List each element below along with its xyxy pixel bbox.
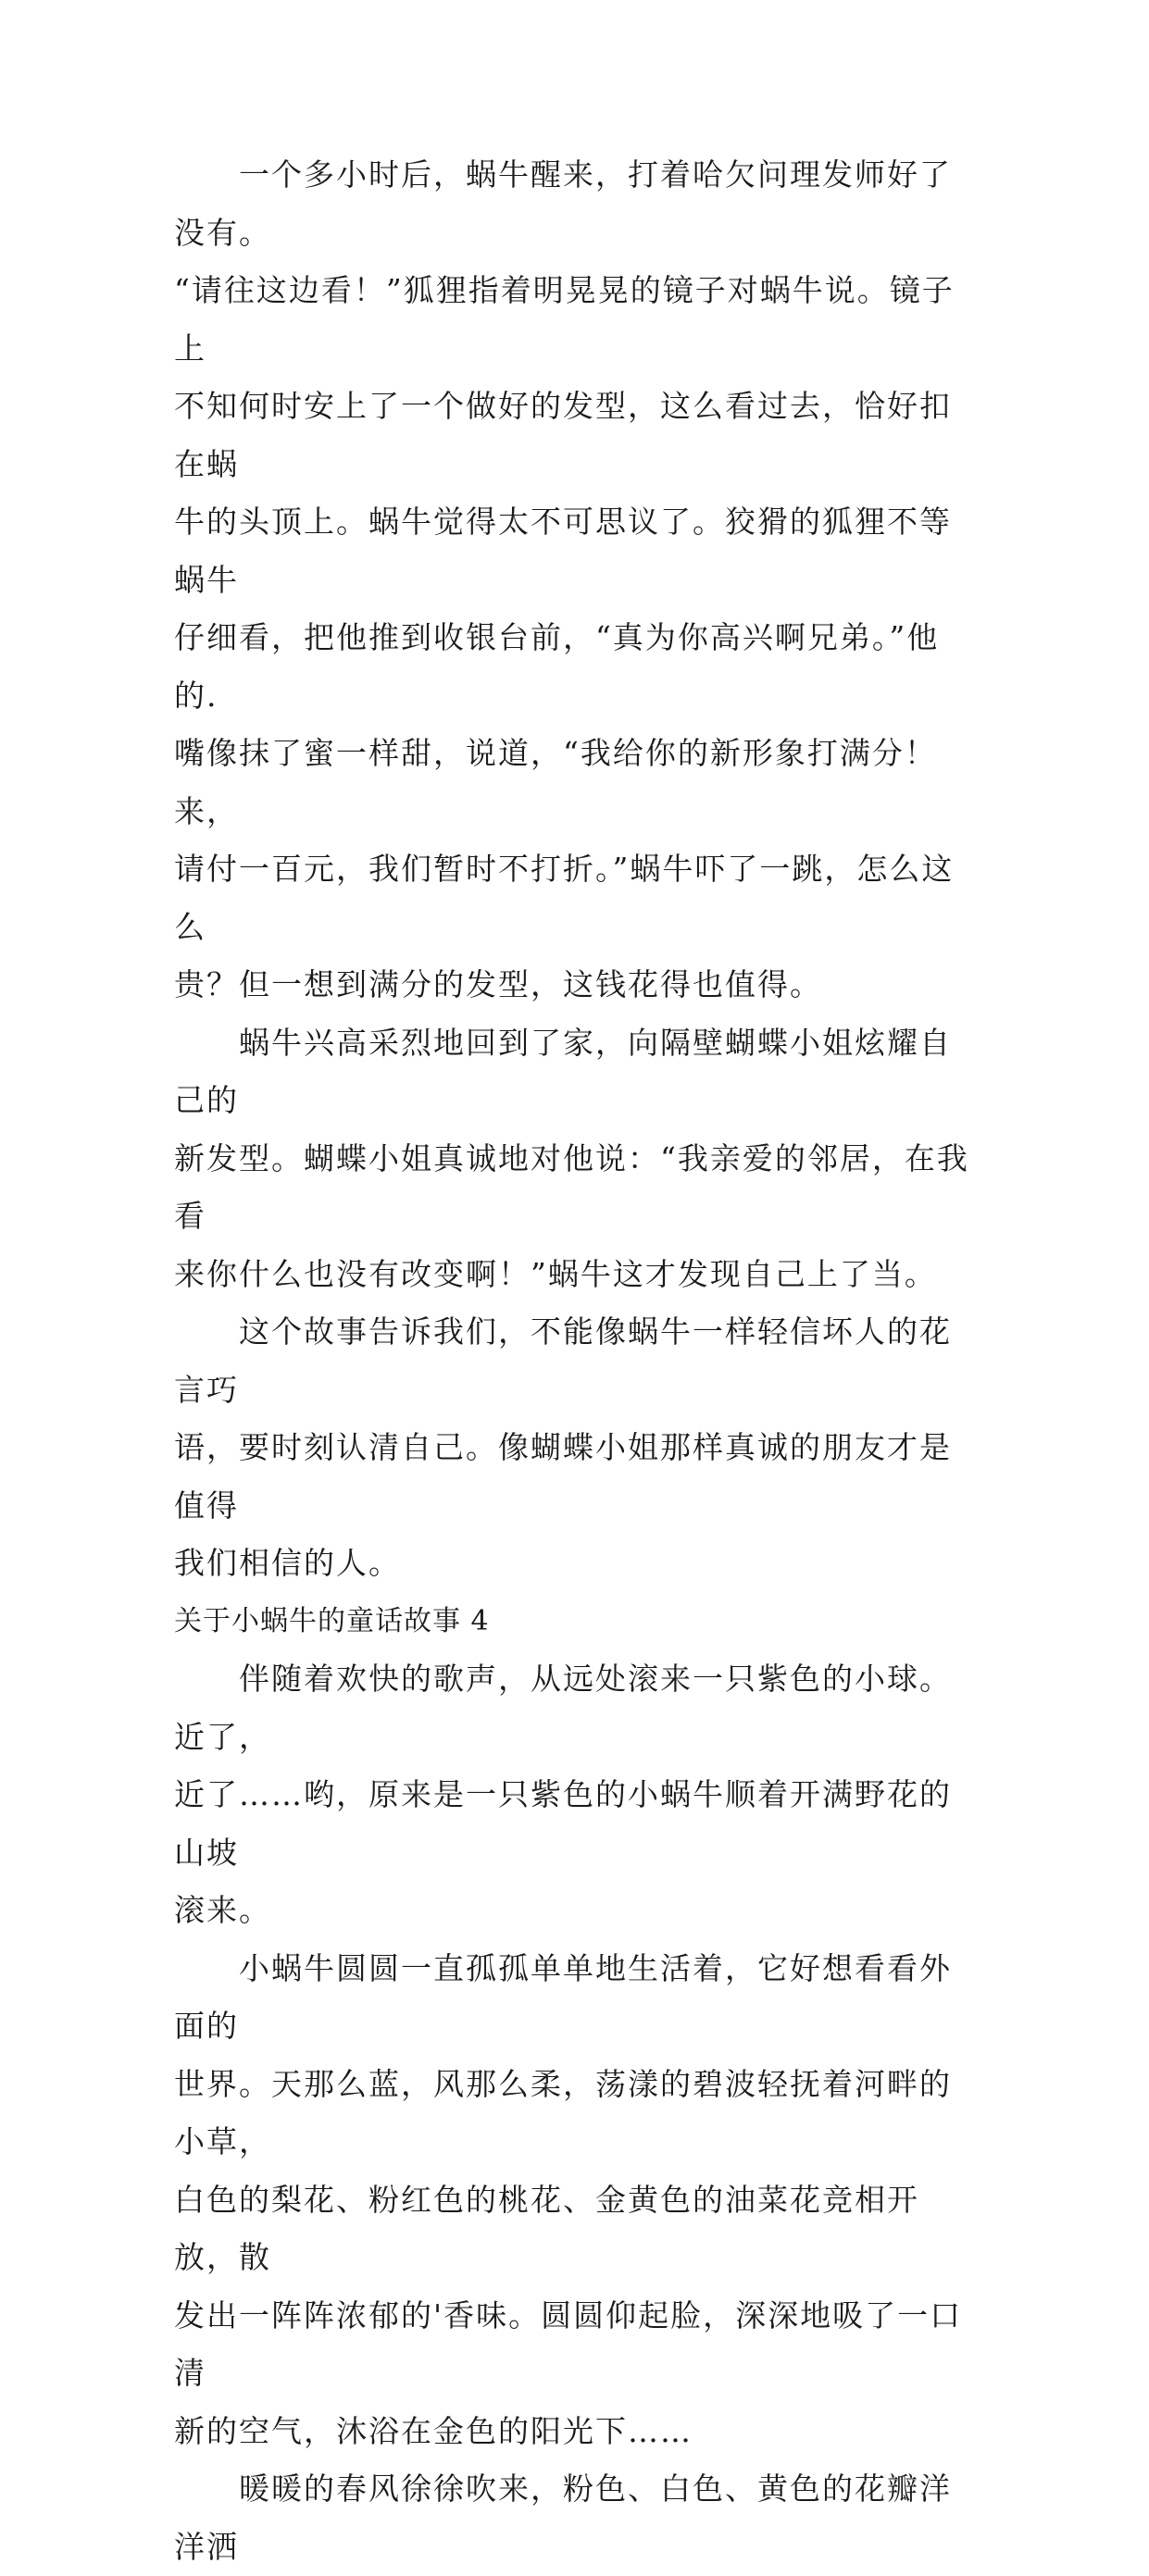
text-line: 滚来。 xyxy=(174,1892,271,1928)
text-line: 嘴像抹了蜜一样甜，说道，“我给你的新形象打满分！来， xyxy=(174,735,937,829)
document-body xyxy=(174,146,972,2576)
text-line: 暖暖的春风徐徐吹来，粉色、白色、黄色的花瓣洋洋洒 xyxy=(174,2470,952,2565)
text-line: 我们相信的人。 xyxy=(174,1545,401,1581)
text-line: 发出一阵阵浓郁的'香味。圆圆仰起脸，深深地吸了一口清 xyxy=(174,2296,963,2391)
text-line: 不知何时安上了一个做好的发型，这么看过去，恰好扣在蜗 xyxy=(174,388,952,482)
text-line: 世界。天那么蓝，风那么柔，荡漾的碧波轻抚着河畔的小草， xyxy=(174,2065,952,2159)
text-line: 一个多小时后，蜗牛醒来，打着哈欠问理发师好了没有。 xyxy=(174,156,952,251)
text-line: 白色的梨花、粉红色的桃花、金黄色的油菜花竞相开放，散 xyxy=(174,2181,919,2275)
text-line: 蜗牛兴高采烈地回到了家，向隔壁蝴蝶小姐炫耀自己的 xyxy=(174,1024,952,1118)
text-line: 近了……哟，原来是一只紫色的小蜗牛顺着开满野花的山坡 xyxy=(174,1776,952,1871)
text-line: 新发型。蝴蝶小姐真诚地对他说：“我亲爱的邻居，在我看 xyxy=(174,1139,969,1234)
text-line: 伴随着欢快的歌声，从远处滚来一只紫色的小球。近了， xyxy=(174,1661,952,1755)
text-line: 来你什么也没有改变啊！”蜗牛这才发现自己上了当。 xyxy=(174,1255,937,1292)
text-line: 新的空气，沐浴在金色的阳光下…… xyxy=(174,2412,693,2449)
text-line: 请付一百元，我们暂时不打折。”蜗牛吓了一跳，怎么这么 xyxy=(174,851,955,945)
text-line: 贵？但一想到满分的发型，这钱花得也值得。 xyxy=(174,966,822,1002)
text-line: 牛的头顶上。蜗牛觉得太不可思议了。狡猾的狐狸不等蜗牛 xyxy=(174,504,952,598)
text-line: 小蜗牛圆圆一直孤孤单单地生活着，它好想看看外面的 xyxy=(174,1949,952,2044)
text-line: 语，要时刻认清自己。像蝴蝶小姐那样真诚的朋友才是值得 xyxy=(174,1429,952,1524)
text-line: 这个故事告诉我们，不能像蜗牛一样轻信坏人的花言巧 xyxy=(174,1313,952,1408)
text-line: “请往这边看！”狐狸指着明晃晃的镜子对蜗牛说。镜子上 xyxy=(174,272,955,367)
text-line: 仔细看，把他推到收银台前，“真为你高兴啊兄弟。”他的. xyxy=(174,619,940,714)
section-heading: 关于小蜗牛的童话故事 4 xyxy=(174,1604,490,1637)
